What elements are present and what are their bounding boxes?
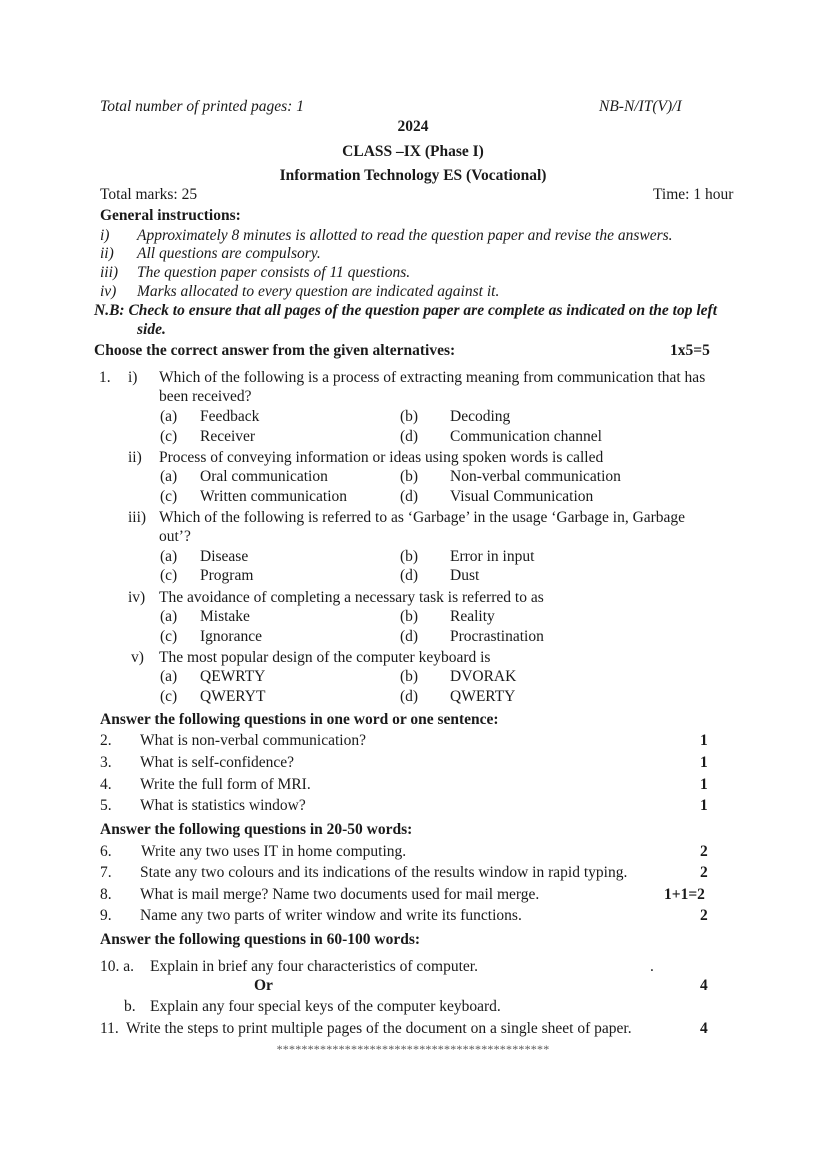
- question-text: Explain in brief any four characteristics of computer.: [150, 958, 478, 975]
- instruction-num: i): [100, 227, 110, 244]
- or-row: [0, 977, 826, 997]
- paper-code: NB-N/IT(V)/I: [599, 98, 682, 115]
- option-label: (d): [400, 428, 419, 445]
- option-text: Program: [200, 567, 254, 584]
- option-text: Oral communication: [200, 468, 328, 485]
- options-row: [0, 488, 826, 508]
- option-text: QWERTY: [450, 688, 516, 705]
- or-separator: Or: [254, 977, 273, 994]
- option-label: (d): [400, 488, 419, 505]
- question-row: [0, 732, 826, 752]
- option-label: (b): [400, 468, 419, 485]
- question-row: [0, 998, 826, 1018]
- question-text: Write the full form of MRI.: [140, 776, 311, 793]
- option-text: Disease: [200, 548, 249, 565]
- option-text: Receiver: [200, 428, 256, 445]
- subquestion-num: iii): [128, 509, 147, 526]
- options-row: [0, 668, 826, 688]
- options-row: [0, 688, 826, 708]
- option-label: (a): [160, 548, 178, 565]
- option-label: (c): [160, 628, 178, 645]
- question-marks: 1: [700, 797, 708, 814]
- section-a-title: Choose the correct answer from the given alternatives:: [94, 342, 456, 359]
- instruction-num: iv): [100, 283, 117, 300]
- question-marks: 1: [700, 732, 708, 749]
- question-num: 9.: [100, 907, 112, 924]
- question-row: [0, 754, 826, 774]
- question-num: 3.: [100, 754, 112, 771]
- option-text: QWERYT: [200, 688, 266, 705]
- question-text: What is self-confidence?: [140, 754, 295, 771]
- option-label: (d): [400, 628, 419, 645]
- option-label: (c): [160, 567, 178, 584]
- instruction-num: iii): [100, 264, 119, 281]
- options-row: [0, 628, 826, 648]
- option-text: Reality: [450, 608, 495, 625]
- options-row: [0, 428, 826, 448]
- option-label: (d): [400, 688, 419, 705]
- question-num: 8.: [100, 886, 112, 903]
- question-marks: 2: [700, 907, 708, 924]
- instructions-title: General instructions:: [100, 207, 241, 224]
- option-text: Written communication: [200, 488, 348, 505]
- question-row: [0, 907, 826, 927]
- instruction-num: ii): [100, 245, 114, 262]
- options-row: [0, 567, 826, 587]
- question-text: What is statistics window?: [140, 797, 306, 814]
- subquestion-num: ii): [128, 449, 142, 466]
- option-label: (b): [400, 668, 419, 685]
- printed-pages-note: Total number of printed pages: 1: [100, 98, 304, 115]
- option-label: (a): [160, 668, 178, 685]
- option-text: Mistake: [200, 608, 250, 625]
- question-text: What is mail merge? Name two documents used for mail merge.: [140, 886, 540, 903]
- option-text: Visual Communication: [450, 488, 594, 505]
- options-row: [0, 608, 826, 628]
- end-of-paper-stars: ********************************************: [276, 1042, 550, 1056]
- option-text: Ignorance: [200, 628, 262, 645]
- option-text: Error in input: [450, 548, 535, 565]
- question-row: [0, 797, 826, 817]
- nb-note: N.B: Check to ensure that all pages of the question paper are complete as indicated on the top left: [94, 302, 717, 319]
- option-text: Communication channel: [450, 428, 602, 445]
- question-row: [0, 843, 826, 863]
- option-label: (d): [400, 567, 419, 584]
- question-marks: 2: [700, 843, 708, 860]
- option-label: (c): [160, 688, 178, 705]
- options-row: [0, 408, 826, 428]
- subquestion-text-cont: been received?: [159, 388, 252, 405]
- option-label: (a): [160, 608, 178, 625]
- option-text: Procrastination: [450, 628, 544, 645]
- option-label: (a): [160, 408, 178, 425]
- question-num: 4.: [100, 776, 112, 793]
- question-marks: 1: [700, 776, 708, 793]
- question-text: Explain any four special keys of the computer keyboard.: [150, 998, 501, 1015]
- option-label: (a): [160, 468, 178, 485]
- options-row: [0, 548, 826, 568]
- subquestion-num: iv): [128, 589, 146, 606]
- question-num: b.: [124, 998, 136, 1015]
- option-text: Non-verbal communication: [450, 468, 621, 485]
- total-marks: Total marks: 25: [100, 186, 198, 203]
- class-title: CLASS –IX (Phase I): [342, 143, 484, 160]
- nb-note-cont: side.: [137, 321, 166, 338]
- question-marks: 4: [700, 1020, 708, 1037]
- question-num: 11.: [100, 1020, 119, 1037]
- question-num: 2.: [100, 732, 112, 749]
- instruction-text: All questions are compulsory.: [137, 245, 321, 262]
- instruction-item: [0, 283, 826, 303]
- question-num: 7.: [100, 864, 112, 881]
- section-b-title: Answer the following questions in one word or one sentence:: [100, 711, 499, 728]
- subquestion-text: The avoidance of completing a necessary task is referred to as: [159, 589, 544, 606]
- option-text: Decoding: [450, 408, 511, 425]
- subquestion-text: Which of the following is referred to as ‘Garbage’ in the usage ‘Garbage in, Garbage: [159, 509, 686, 526]
- exam-year: 2024: [397, 118, 429, 135]
- option-text: QEWRTY: [200, 668, 266, 685]
- question-marks: 1+1=2: [664, 886, 705, 903]
- question-marks: 2: [700, 864, 708, 881]
- option-label: (b): [400, 548, 419, 565]
- option-label: (b): [400, 608, 419, 625]
- time-allowed: Time: 1 hour: [653, 186, 734, 203]
- option-label: (c): [160, 428, 178, 445]
- question-num: 6.: [100, 843, 112, 860]
- question-text: Write the steps to print multiple pages of the document on a single sheet of paper.: [126, 1020, 632, 1037]
- instruction-item: [0, 264, 826, 284]
- question-marks: 4: [700, 977, 708, 994]
- instruction-item: [0, 245, 826, 265]
- option-text: Feedback: [200, 408, 260, 425]
- question-row: [0, 864, 826, 884]
- instruction-text: Marks allocated to every question are indicated against it.: [137, 283, 500, 300]
- question-marks: 1: [700, 754, 708, 771]
- subquestion-text-cont: out’?: [159, 528, 191, 545]
- instruction-text: The question paper consists of 11 questions.: [137, 264, 411, 281]
- subquestion-text: Which of the following is a process of extracting meaning from communication that has: [159, 369, 706, 386]
- subject-title: Information Technology ES (Vocational): [279, 167, 547, 184]
- question-row: [0, 886, 826, 906]
- question-text: Name any two parts of writer window and write its functions.: [140, 907, 522, 924]
- instruction-item: [0, 227, 826, 247]
- question-num: 5.: [100, 797, 112, 814]
- section-a-marks: 1x5=5: [670, 342, 710, 359]
- question-text: What is non-verbal communication?: [140, 732, 366, 749]
- question-row: [0, 776, 826, 796]
- instruction-text: Approximately 8 minutes is allotted to read the question paper and revise the answers.: [137, 227, 673, 244]
- question-text: Write any two uses IT in home computing.: [141, 843, 407, 860]
- option-text: DVORAK: [450, 668, 517, 685]
- options-row: [0, 468, 826, 488]
- section-c-title: Answer the following questions in 20-50 words:: [100, 821, 413, 838]
- subquestion-num: i): [128, 369, 138, 386]
- section-d-title: Answer the following questions in 60-100 words:: [100, 931, 421, 948]
- subquestion-text: The most popular design of the computer keyboard is: [159, 649, 491, 666]
- option-text: Dust: [450, 567, 480, 584]
- subquestion-num: v): [131, 649, 144, 666]
- question-text: State any two colours and its indications of the results window in rapid typing.: [140, 864, 628, 881]
- option-label: (c): [160, 488, 178, 505]
- subquestion-text: Process of conveying information or ideas using spoken words is called: [159, 449, 604, 466]
- option-label: (b): [400, 408, 419, 425]
- question-num: 10. a.: [100, 958, 135, 975]
- question-row: [0, 958, 826, 978]
- trailing-dot: .: [650, 958, 654, 975]
- question-number: 1.: [99, 369, 111, 386]
- question-row: [0, 1020, 826, 1040]
